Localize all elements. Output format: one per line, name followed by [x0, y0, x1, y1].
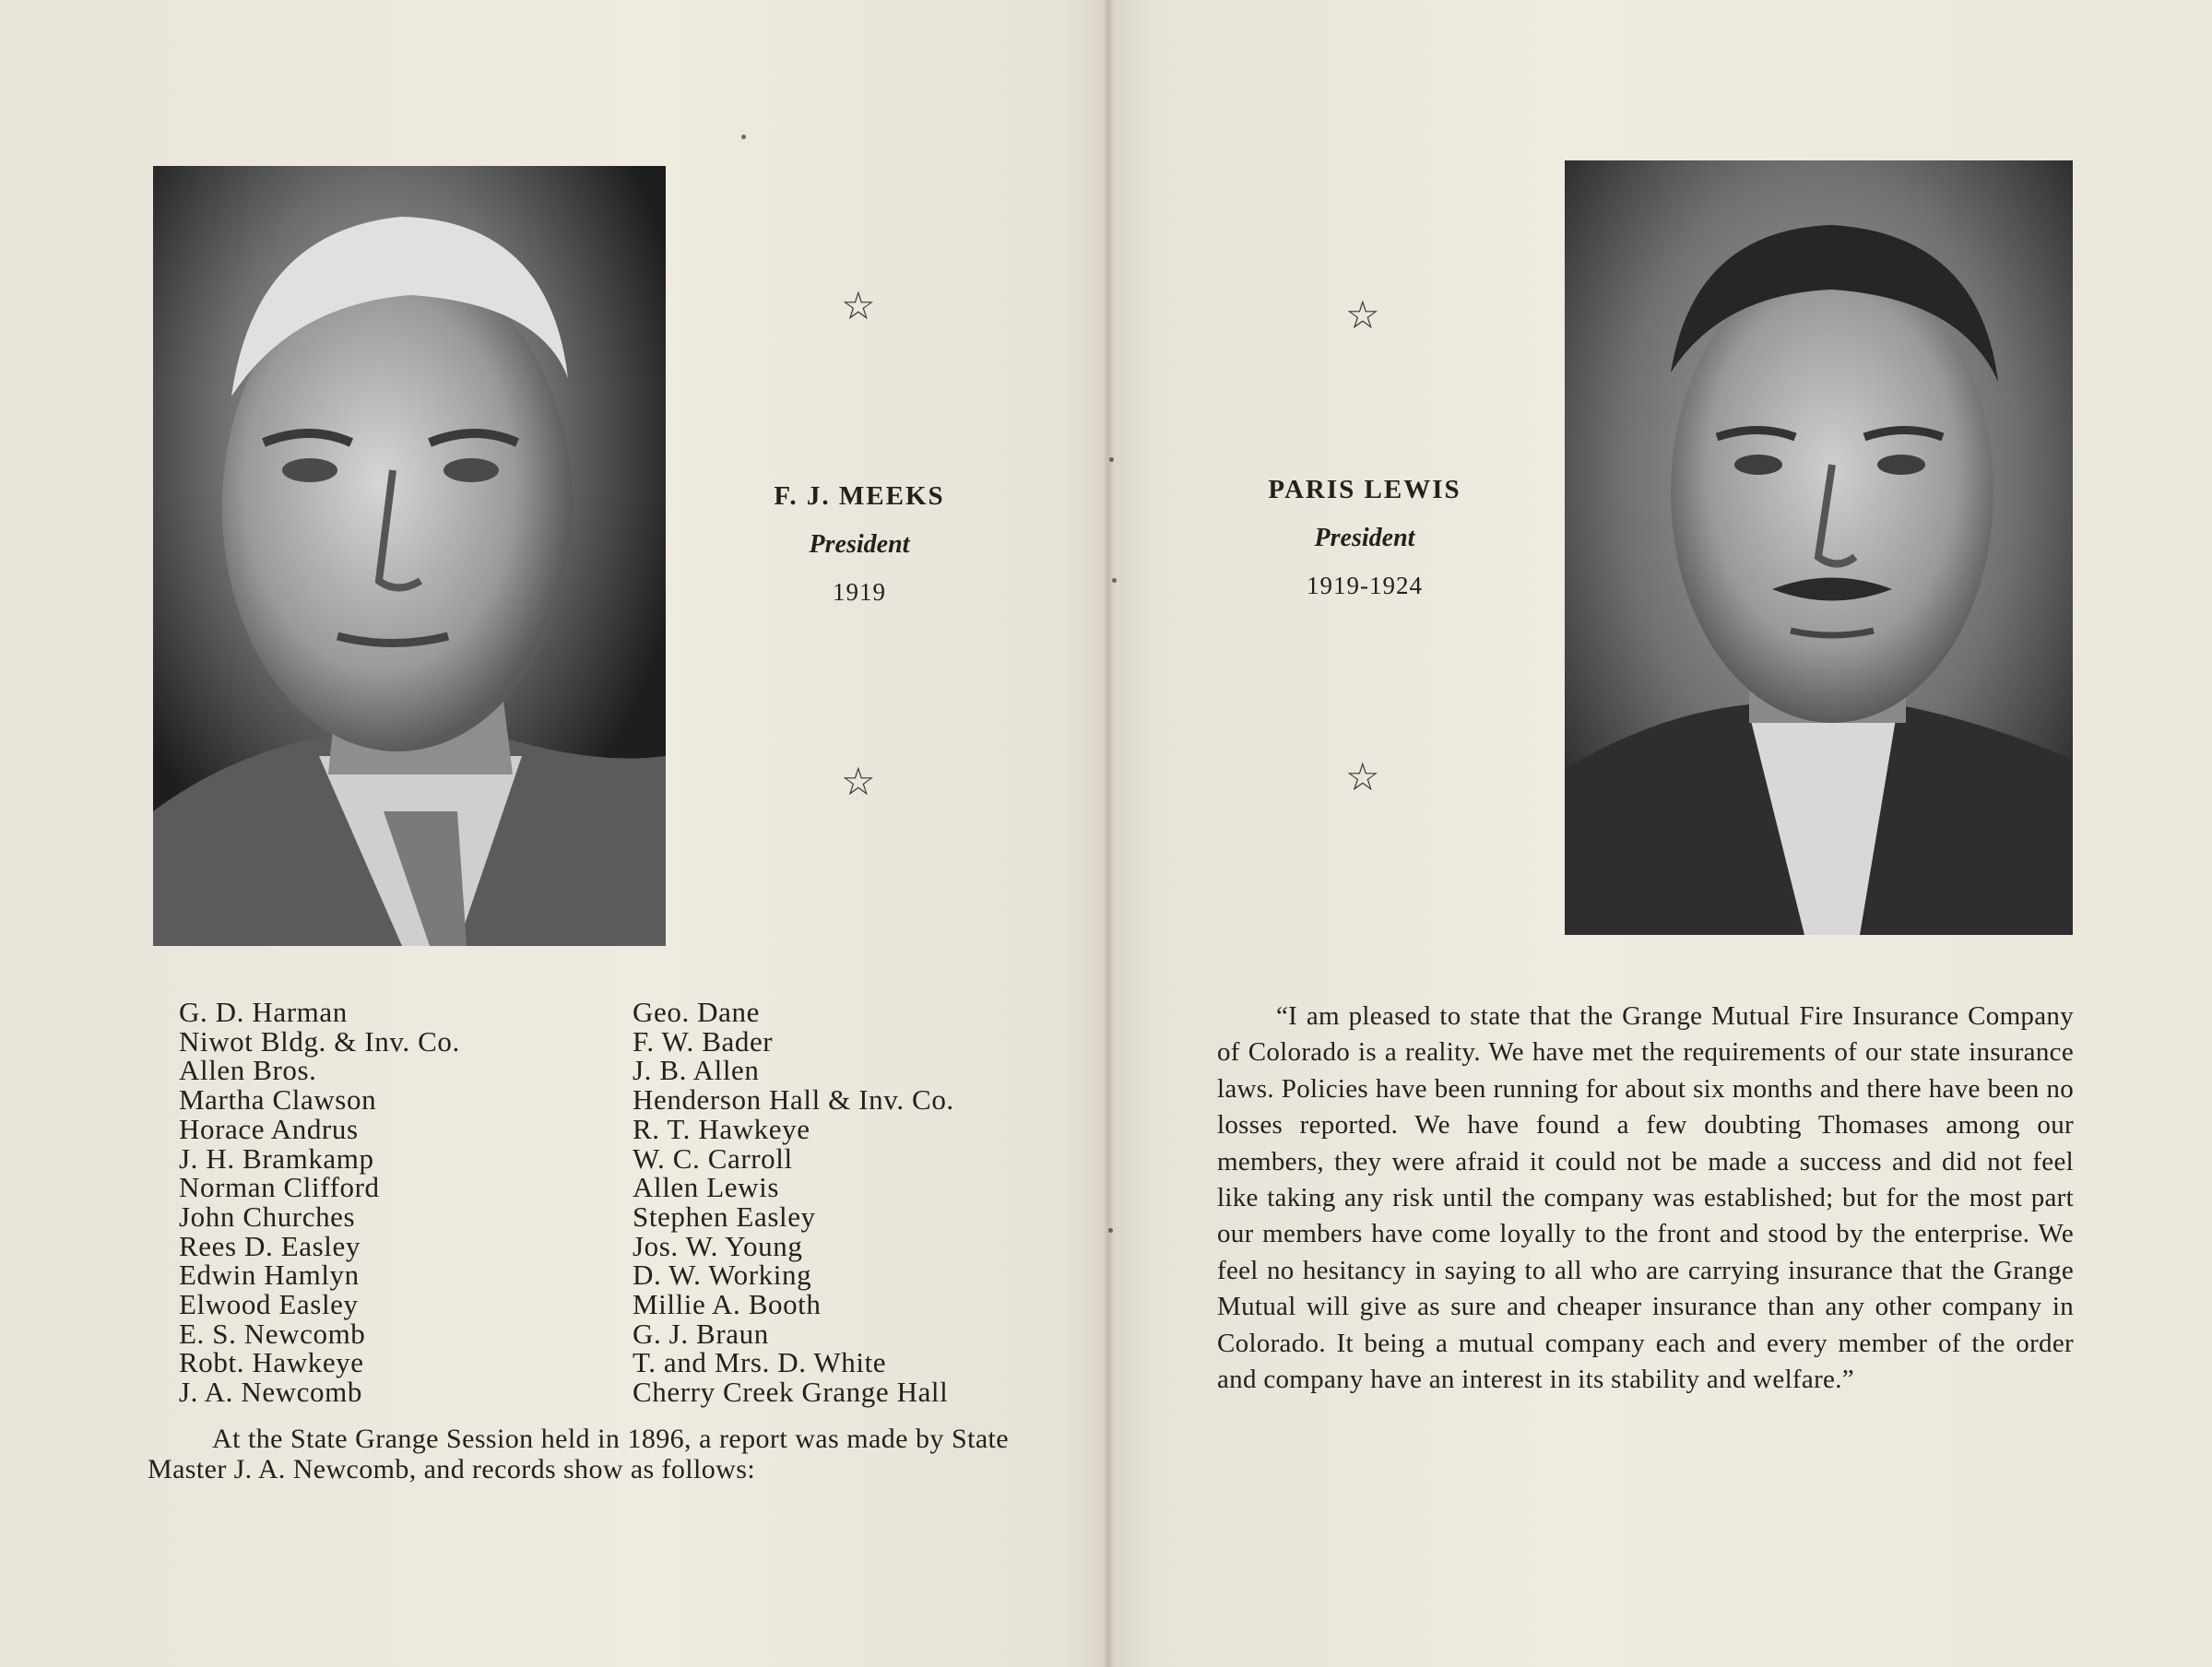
- star-ornament-icon: ☆: [1345, 757, 1380, 799]
- list-item: Elwood Easley: [179, 1288, 359, 1321]
- caption-name: PARIS LEWIS: [1268, 475, 1461, 504]
- list-item: Rees D. Easley: [179, 1229, 361, 1262]
- list-item: J. H. Bramkamp: [179, 1141, 374, 1175]
- list-item: Niwot Bldg. & Inv. Co.: [179, 1024, 460, 1058]
- president-quote: “I am pleased to state that the Grange Mutual Fire Insurance Company of Colorado is a reality. We have met the requirements of our state insurance laws. Policies have been running for about six months and there have been no losses reported. We have found a few doubting Thomases among our members, they were afraid it could not be made a success and did not feel like taking any risk until the company was established; but for the most part our members have come loyally to the front and stood by the enterprise. We feel no hesitancy in saying to all who are carrying insurance that the Grange Mutual will give as sure and cheaper insurance than any other company in Colorado. It being a mutual company each and every member of the order and company have an interest in its stability and welfare.”: [1217, 1001, 2074, 1395]
- body-paragraph: At the State Grange Session held in 1896, a report was made by State Master J. A. Newcomb, and records show as follows:: [148, 1424, 1009, 1484]
- paper-speck: [741, 135, 746, 139]
- list-item: J. B. Allen: [633, 1054, 760, 1087]
- names-column-1: [179, 998, 603, 1407]
- list-item: D. W. Working: [633, 1259, 812, 1292]
- paper-speck: [1108, 1228, 1113, 1233]
- star-ornament-icon: ☆: [1345, 295, 1380, 337]
- list-item: Allen Bros.: [179, 1054, 317, 1087]
- list-item: T. and Mrs. D. White: [633, 1346, 887, 1379]
- list-item: Jos. W. Young: [633, 1229, 803, 1262]
- caption-name: F. J. MEEKS: [774, 481, 945, 511]
- page-gutter: [1103, 0, 1114, 1667]
- portrait-lewis-photo: [1565, 160, 2073, 935]
- star-ornament-icon: ☆: [841, 286, 876, 328]
- caption-years: 1919-1924: [1307, 572, 1423, 599]
- list-item: Stephen Easley: [633, 1200, 816, 1233]
- list-item: G. J. Braun: [633, 1317, 769, 1350]
- list-item: W. C. Carroll: [633, 1141, 793, 1175]
- list-item: Edwin Hamlyn: [179, 1259, 360, 1292]
- paper-speck: [1109, 457, 1114, 462]
- names-column-2: [633, 998, 1020, 1407]
- list-item: E. S. Newcomb: [179, 1317, 366, 1350]
- caption-title: President: [809, 530, 910, 559]
- list-item: Geo. Dane: [633, 996, 760, 1028]
- portrait-lewis-illustration: [1565, 160, 2073, 935]
- list-item: F. W. Bader: [633, 1024, 774, 1058]
- list-item: J. A. Newcomb: [179, 1376, 362, 1409]
- list-item: Martha Clawson: [179, 1083, 377, 1117]
- list-item: Robt. Hawkeye: [179, 1346, 364, 1379]
- caption-lewis: [1217, 475, 1512, 600]
- list-item: John Churches: [179, 1200, 356, 1233]
- list-item: Allen Lewis: [633, 1171, 779, 1204]
- list-item: G. D. Harman: [179, 996, 348, 1028]
- portrait-meeks-photo: [153, 166, 666, 946]
- caption-title: President: [1314, 524, 1415, 552]
- star-ornament-icon: ☆: [841, 762, 876, 804]
- caption-meeks: [719, 481, 1000, 607]
- portrait-meeks-illustration: [153, 166, 666, 946]
- list-item: Millie A. Booth: [633, 1288, 822, 1321]
- list-item: Horace Andrus: [179, 1112, 359, 1145]
- caption-years: 1919: [833, 578, 886, 606]
- paper-speck: [1112, 578, 1117, 583]
- list-item: Henderson Hall & Inv. Co.: [633, 1083, 954, 1117]
- list-item: R. T. Hawkeye: [633, 1112, 810, 1145]
- list-item: Cherry Creek Grange Hall: [633, 1376, 949, 1409]
- list-item: Norman Clifford: [179, 1171, 380, 1204]
